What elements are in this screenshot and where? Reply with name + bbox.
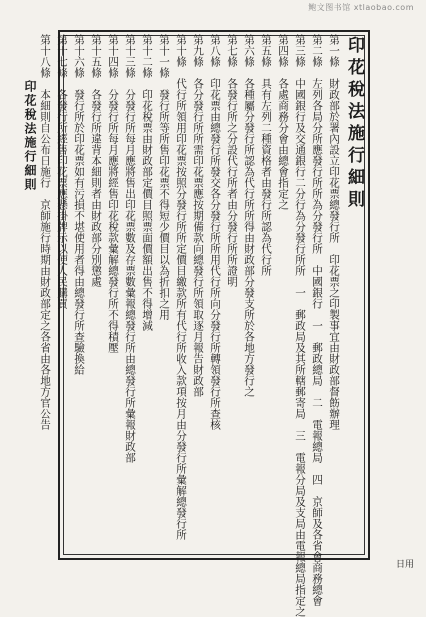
document-title: 印花稅法施行細則 [344, 36, 364, 212]
article-column: 第八條 印花票由總發行所發交各分發行所所用代行所向分發行所轉領發行所查核 [209, 34, 221, 430]
spine-title: 印花稅法施行細則 [23, 80, 37, 192]
article-column: 第十七條 各發行所經售印花票應懸掛牌示以便人民購買 [56, 34, 68, 309]
article-column: 第十六條 發行所於印花票如有污損不堪使用者得由總發行所查驗換給 [73, 34, 85, 375]
article-column: 第十二條 印花稅票由財政部定價目照票面價額出售不得增減 [141, 34, 153, 331]
watermark-text: 鲍文图书馆 xtlaobao.com [308, 3, 414, 12]
page-number: 日用 [395, 560, 414, 570]
article-column: 第三條 中國銀行及交通銀行二分行為分發行所所 一 郵政局及其所轄郵寄局 三 電報分局及支局由電報總局指定之 [294, 34, 306, 617]
article-column: 第四條 各處商務分會由總會指定之 [277, 34, 289, 210]
article-column: 第十四條 分發行所每月應將經售印花稅款彙解總發行所不得積壓 [107, 34, 119, 353]
article-column: 第五條 具有左列二種資格者由發行所認為代行所 [260, 34, 272, 276]
article-column: 第一條 財政部於署內設立印花票總發行所 印花票之印製事宜由財政部督飭辦理 [328, 34, 340, 430]
article-column: 第十五條 各發行所違背本細則者由財政部分別懲處 [90, 34, 102, 287]
article-column: 第六條 各種屬分發行所認為代行所所得由財政部分發支所於各地方發行之 [243, 34, 255, 397]
article-column: 第七條 各發行所之分設代行所者由分發行所所證明 [226, 34, 238, 287]
text-columns [39, 34, 366, 617]
article-column: 第十一條 發行所等所售印花票不得短少價目以為折扣之用 [158, 34, 170, 320]
article-column: 第九條 各分發行所所需印花票應按期備款向總發行所領取逐月報告財政部 [192, 34, 204, 397]
article-column: 第十條 代行所領用印花票按照分發行所所定價目繳款所有代行所收入款項按月由分發行所彙解總發行所 [175, 34, 187, 540]
article-column: 第十八條 本細則自公布日施行 京師施行時期由財政部定之各省由各地方官公告 [39, 34, 51, 430]
article-column: 第二條 左列各局分所應發行所所為分發行所 中國銀行 一 郵政總局 二 電報總局 四 京師及各省會商務總會 [311, 34, 323, 606]
article-column: 第十三條 分發行所每月應將售出印花票數及存票數彙報總發行所由總發行所彙報財政部 [124, 34, 136, 463]
